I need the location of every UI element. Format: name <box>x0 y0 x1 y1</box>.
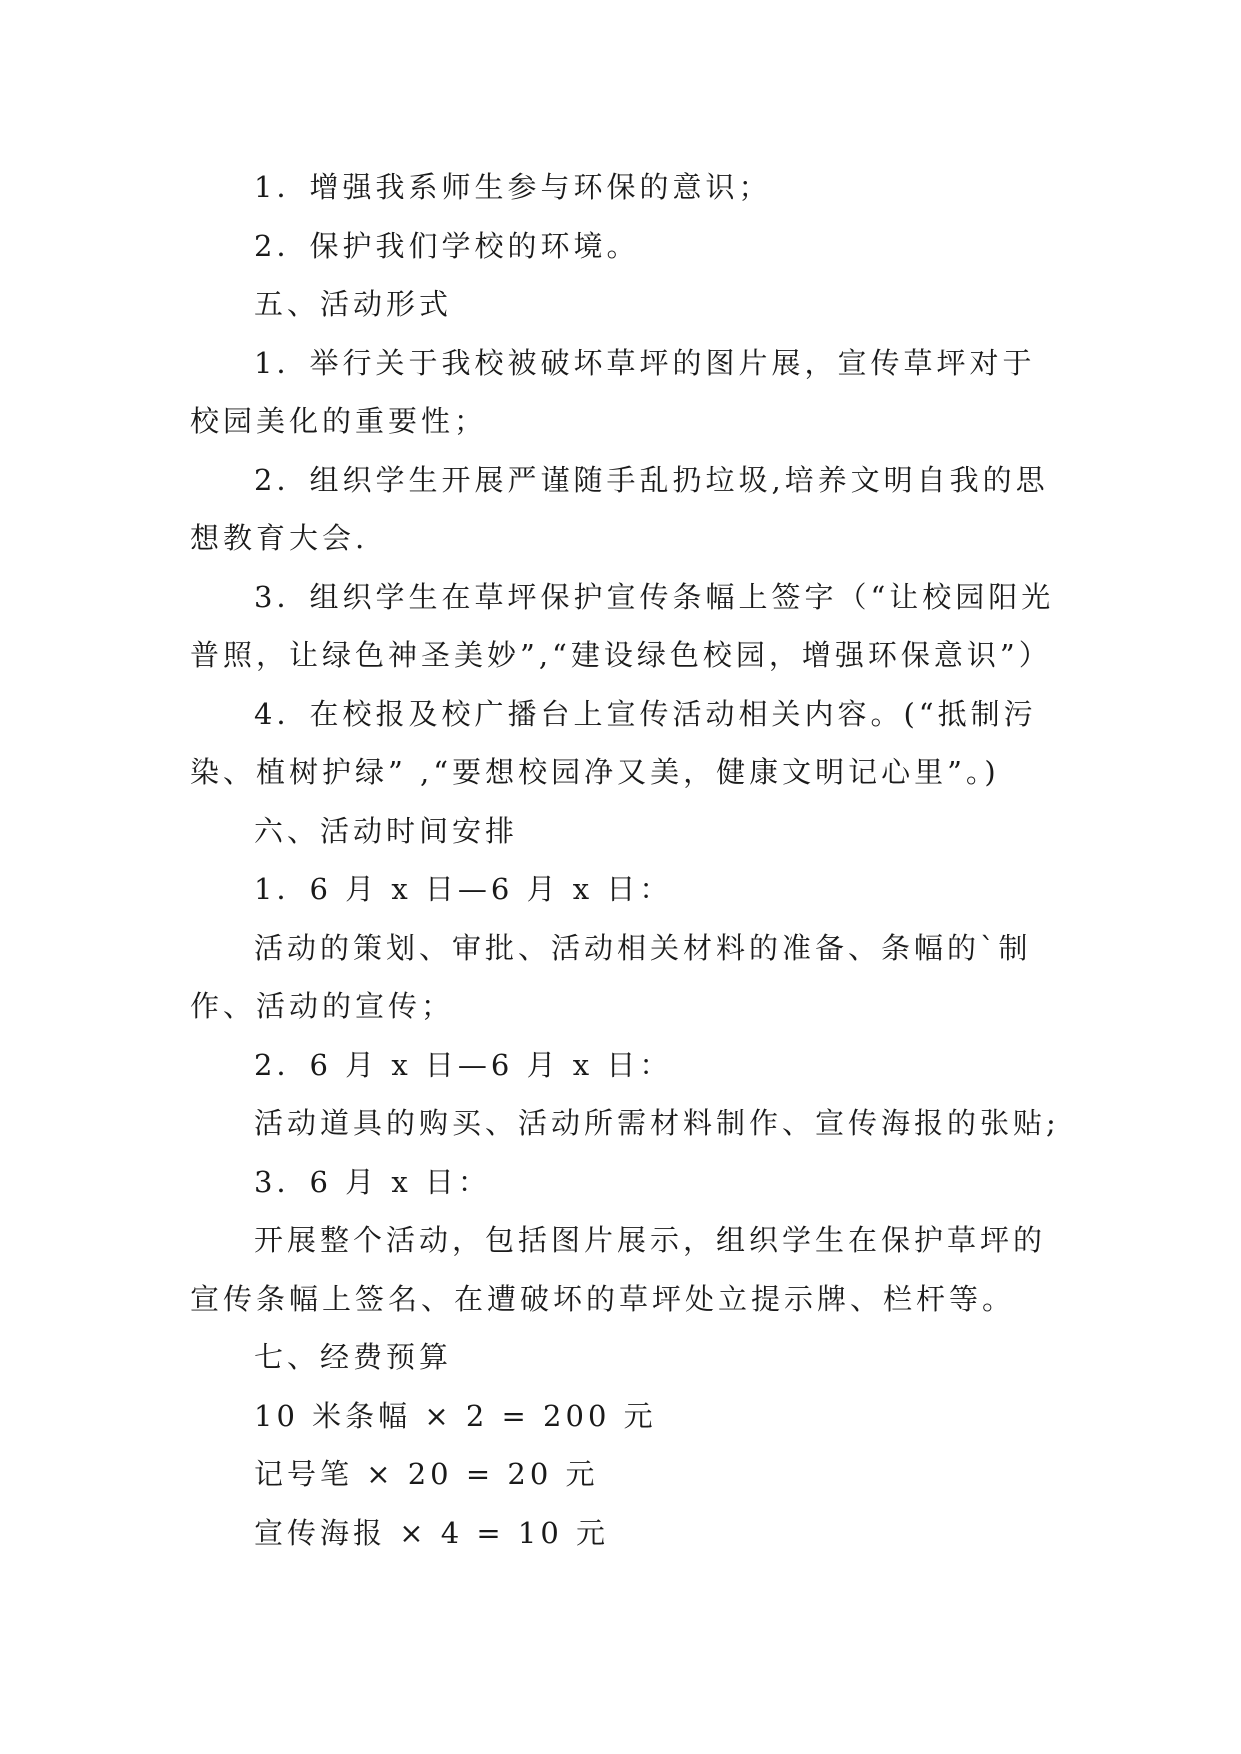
text-line: 开展整个活动，包括图片展示，组织学生在保护草坪的 <box>254 1223 1047 1257</box>
section-heading: 五、活动形式 <box>254 287 453 321</box>
text-line: 活动道具的购买、活动所需材料制作、宣传海报的张贴; <box>254 1106 1060 1140</box>
text-line: 4．在校报及校广播台上宣传活动相关内容。(“抵制污 <box>254 696 1037 731</box>
text-line: 宣传条幅上签名、在遭破坏的草坪处立提示牌、栏杆等。 <box>190 1281 1016 1316</box>
text-line: 染、植树护绿” ,“要想校园净又美，健康文明记心里”。) <box>190 755 1000 789</box>
section-heading: 六、活动时间安排 <box>254 813 519 848</box>
text-line: 1．增强我系师生参与环保的意识； <box>254 170 772 204</box>
budget-item: 10 米条幅 × 2 = 200 元 <box>254 1398 657 1433</box>
text-line: 2．保护我们学校的环境。 <box>254 228 640 263</box>
budget-item: 记号笔 × 20 = 20 元 <box>254 1457 599 1491</box>
document-body <box>190 158 1060 1562</box>
text-line: 1．6 月 x 日—6 月 x 日： <box>254 872 673 906</box>
text-line: 校园美化的重要性； <box>190 404 488 438</box>
text-line: 活动的策划、审批、活动相关材料的准备、条幅的`制 <box>254 930 1032 965</box>
text-line: 1．举行关于我校被破坏草坪的图片展，宣传草坪对于 <box>254 345 1036 380</box>
budget-item: 宣传海报 × 4 = 10 元 <box>254 1515 610 1550</box>
text-line: 普照，让绿色神圣美妙”,“建设绿色校园，增强环保意识”） <box>190 638 1052 672</box>
text-line: 3．组织学生在草坪保护宣传条幅上签字（“让校园阳光 <box>254 579 1055 614</box>
text-line: 2．6 月 x 日—6 月 x 日： <box>254 1047 673 1082</box>
section-heading: 七、经费预算 <box>254 1340 453 1374</box>
text-line: 作、活动的宣传； <box>190 989 455 1023</box>
text-line: 2．组织学生开展严谨随手乱扔垃圾,培养文明自我的思 <box>254 462 1049 497</box>
text-line: 3．6 月 x 日： <box>254 1164 491 1199</box>
text-line: 想教育大会. <box>190 521 369 555</box>
